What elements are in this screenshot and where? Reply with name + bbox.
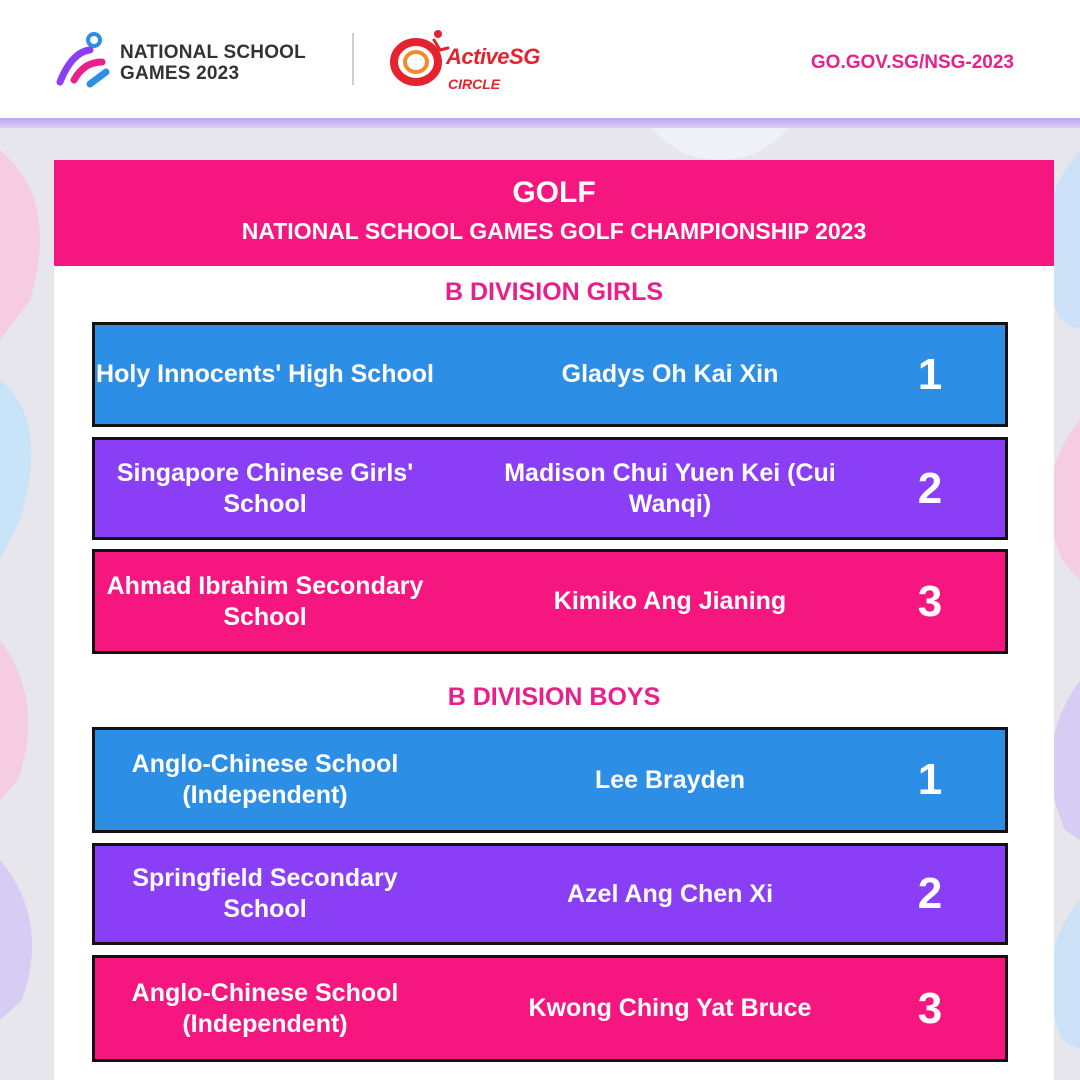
placing: 2 xyxy=(917,463,943,513)
result-row xyxy=(92,955,1008,1062)
placing: 1 xyxy=(917,349,943,399)
header-divider xyxy=(352,33,354,85)
result-row xyxy=(92,437,1008,540)
placing: 2 xyxy=(917,869,943,918)
girls-division-title: B DIVISION GIRLS xyxy=(444,278,664,306)
placing: 3 xyxy=(917,983,943,1033)
event-title: NATIONAL SCHOOL GAMES GOLF CHAMPIONSHIP 2023 xyxy=(241,218,867,244)
result-row xyxy=(92,322,1008,427)
results-panel xyxy=(54,160,1054,1080)
result-row xyxy=(92,549,1008,654)
sport-title: GOLF xyxy=(512,176,596,209)
school-name: Anglo-Chinese School (Independent) xyxy=(131,978,399,1038)
nsg-title-line2: GAMES 2023 xyxy=(120,63,240,84)
nsg-title-line1: NATIONAL SCHOOL xyxy=(120,42,306,63)
activesg-subtitle: CIRCLE xyxy=(448,76,501,92)
school-name: Holy Innocents' High School xyxy=(96,360,434,388)
website-url[interactable]: GO.GOV.SG/NSG-2023 xyxy=(810,52,1014,73)
header-bar xyxy=(0,0,1080,118)
result-row xyxy=(92,727,1008,833)
placing: 1 xyxy=(917,755,943,804)
panel-header xyxy=(54,160,1054,266)
school-name: Ahmad Ibrahim Secondary School xyxy=(106,571,424,631)
result-row xyxy=(92,843,1008,945)
athlete-name: Kimiko Ang Jianing xyxy=(553,587,787,615)
athlete-name: Madison Chui Yuen Kei (Cui Wanqi) xyxy=(504,458,836,518)
school-name: Anglo-Chinese School (Independent) xyxy=(131,750,399,809)
header-stripe xyxy=(0,118,1080,128)
activesg-logo-icon xyxy=(390,26,452,88)
placing: 3 xyxy=(917,576,943,626)
activesg-title: ActiveSG xyxy=(446,44,540,69)
school-name: Singapore Chinese Girls' School xyxy=(116,458,414,518)
nsg-title xyxy=(120,42,306,84)
athlete-name: Lee Brayden xyxy=(594,765,746,794)
school-name: Springfield Secondary School xyxy=(132,864,398,923)
nsg-logo-icon xyxy=(54,32,114,88)
athlete-name: Kwong Ching Yat Bruce xyxy=(528,994,812,1022)
athlete-name: Azel Ang Chen Xi xyxy=(566,879,774,908)
athlete-name: Gladys Oh Kai Xin xyxy=(561,360,779,388)
boys-division-title: B DIVISION BOYS xyxy=(447,683,661,711)
